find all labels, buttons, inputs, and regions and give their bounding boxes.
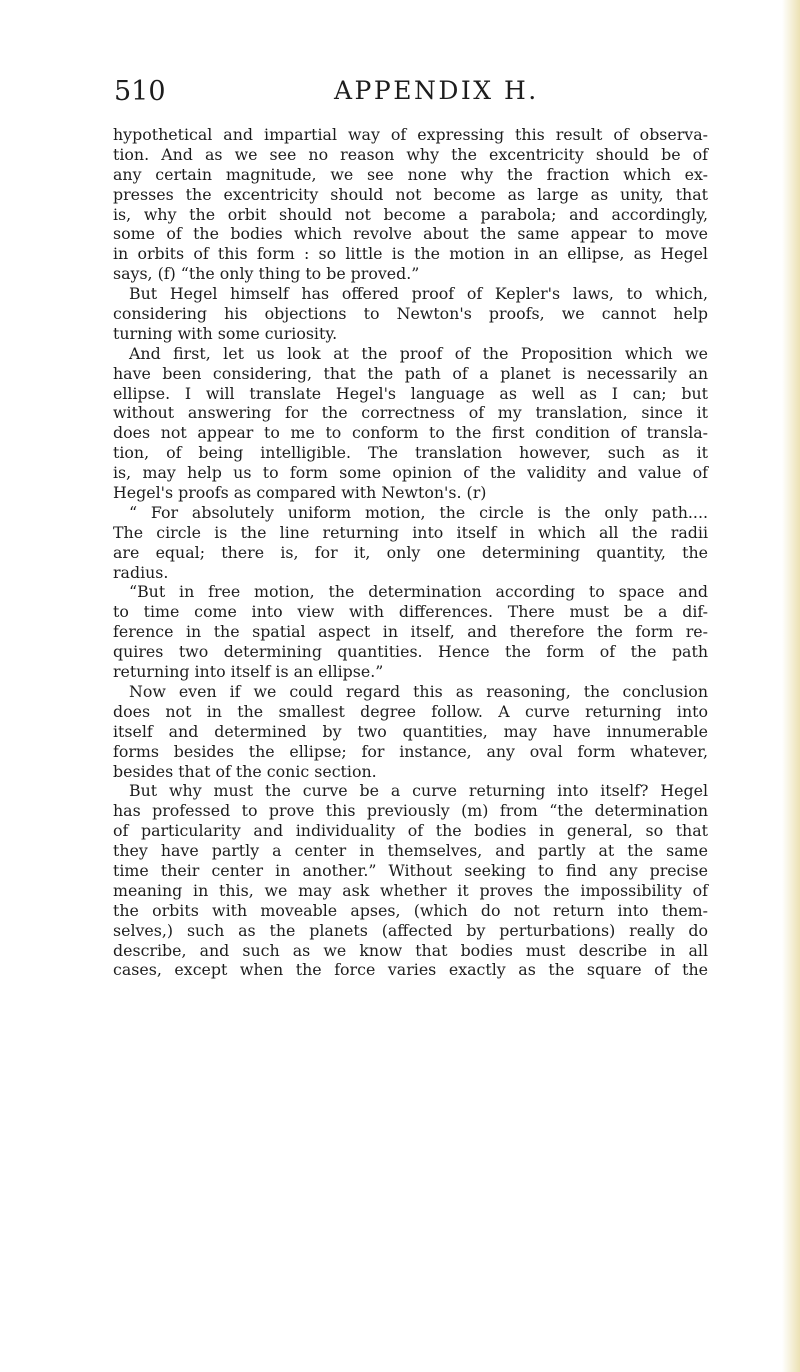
text-line: to time come into view with differences. There must be a dif- bbox=[113, 602, 708, 622]
text-line: has professed to prove this previously (m) from “the determination bbox=[113, 801, 708, 821]
page-number: 510 bbox=[114, 76, 166, 107]
text-line: meaning in this, we may ask whether it proves the impossibility of bbox=[113, 880, 708, 900]
body-text bbox=[113, 125, 708, 980]
text-line: describe, and such as we know that bodies must describe in all bbox=[113, 940, 708, 960]
text-line: tion. And as we see no reason why the excentricity should be of bbox=[113, 144, 708, 164]
text-line: itself and determined by two quantities, may have innumerable bbox=[113, 721, 708, 741]
text-line: selves,) such as the planets (affected by perturbations) really do bbox=[113, 920, 708, 940]
text-line: presses the excentricity should not become as large as unity, that bbox=[113, 184, 708, 204]
page-header bbox=[114, 76, 694, 116]
text-line: turning with some curiosity. bbox=[113, 323, 338, 343]
text-line: tion, of being intelligible. The translation however, such as it bbox=[113, 443, 708, 463]
text-line: quires two determining quantities. Hence the form of the path bbox=[113, 642, 708, 662]
text-line: the orbits with moveable apses, (which do not return into them- bbox=[113, 900, 708, 920]
text-line: of particularity and individuality of the bodies in general, so that bbox=[113, 821, 708, 841]
text-line: they have partly a center in themselves, and partly at the same bbox=[113, 841, 708, 861]
page-edge-shadow bbox=[782, 0, 800, 1372]
text-line: is, may help us to form some opinion of the validity and value of bbox=[113, 463, 708, 483]
text-line: in orbits of this form : so little is the motion in an ellipse, as Hegel bbox=[113, 244, 708, 264]
running-head: APPENDIX H. bbox=[334, 76, 539, 105]
text-line: time their center in another.” Without seeking to find any precise bbox=[113, 860, 708, 880]
text-line: radius. bbox=[113, 562, 169, 582]
text-line: hypothetical and impartial way of expressing this result of observa- bbox=[113, 125, 708, 144]
text-line: considering his objections to Newton's proofs, we cannot help bbox=[113, 304, 708, 324]
text-line: any certain magnitude, we see none why the fraction which ex- bbox=[113, 164, 708, 184]
text-line: is, why the orbit should not become a parabola; and accordingly, bbox=[113, 204, 708, 224]
text-line: “ For absolutely uniform motion, the circle is the only path.... bbox=[129, 502, 708, 522]
text-line: some of the bodies which revolve about the same appear to move bbox=[113, 224, 708, 244]
text-line: without answering for the correctness of my translation, since it bbox=[113, 403, 708, 423]
text-line: Hegel's proofs as compared with Newton's. (r) bbox=[113, 483, 487, 503]
text-line: Now even if we could regard this as reasoning, the conclusion bbox=[129, 681, 708, 701]
text-line: says, (f) “the only thing to be proved.” bbox=[113, 264, 420, 284]
text-line: The circle is the line returning into itself in which all the radii bbox=[113, 522, 708, 542]
text-line: ference in the spatial aspect in itself, and therefore the form re- bbox=[113, 622, 708, 642]
text-line: besides that of the conic section. bbox=[113, 761, 377, 781]
text-line: ellipse. I will translate Hegel's language as well as I can; but bbox=[113, 383, 708, 403]
text-line: forms besides the ellipse; for instance, any oval form whatever, bbox=[113, 741, 708, 761]
text-line: returning into itself is an ellipse.” bbox=[113, 662, 384, 682]
text-line: have been considering, that the path of a planet is necessarily an bbox=[113, 363, 708, 383]
text-line: “But in free motion, the determination according to space and bbox=[129, 582, 708, 602]
text-line: But why must the curve be a curve returning into itself? Hegel bbox=[129, 781, 708, 801]
text-line: does not appear to me to conform to the first condition of transla- bbox=[113, 423, 708, 443]
text-line: cases, except when the force varies exactly as the square of the bbox=[113, 960, 708, 980]
text-line: But Hegel himself has offered proof of Kepler's laws, to which, bbox=[129, 284, 708, 304]
text-line: does not in the smallest degree follow. A curve returning into bbox=[113, 701, 708, 721]
text-line: And first, let us look at the proof of the Proposition which we bbox=[129, 343, 708, 363]
text-line: are equal; there is, for it, only one determining quantity, the bbox=[113, 542, 708, 562]
